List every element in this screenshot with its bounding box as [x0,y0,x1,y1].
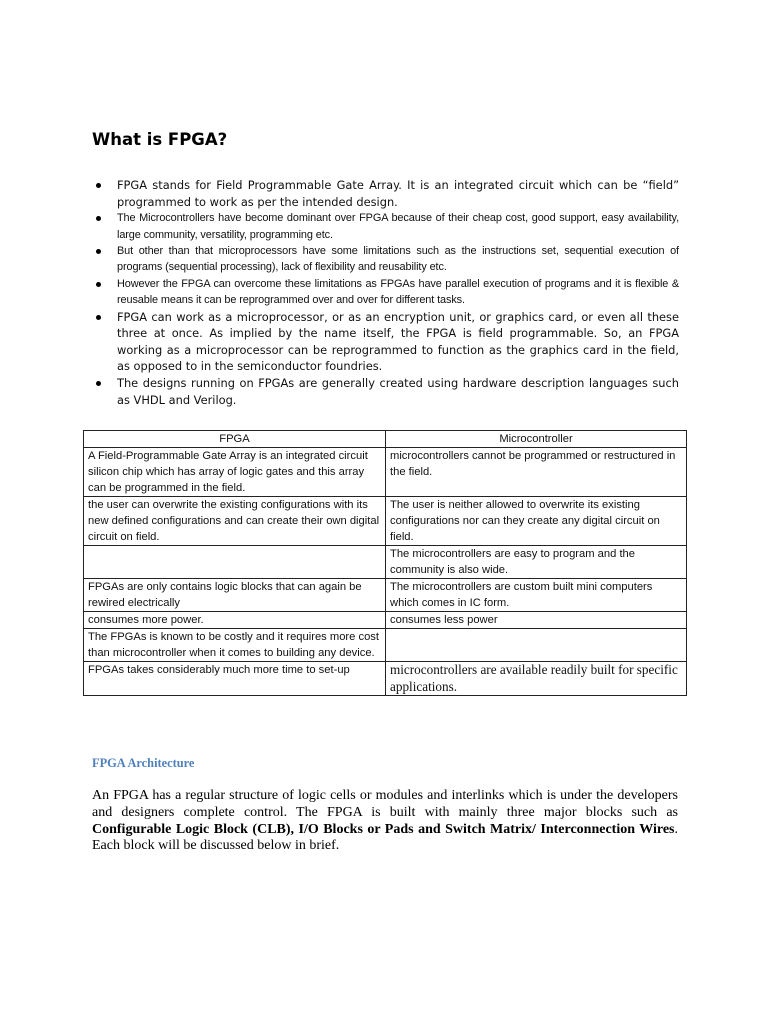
section-heading: FPGA Architecture [92,756,195,770]
bullet-dot-icon [96,183,101,188]
paragraph-text: An FPGA has a regular structure of logic cells or modules and interlinks which is under the developers and designers complete control. The FPGA is built with mainly three major blocks such as [92,788,678,820]
bullet-dot-icon [96,249,101,254]
table-row [84,612,687,629]
table-cell: A Field-Programmable Gate Array is an integrated circuit silicon chip which has array of logic gates and this array can be programmed in the field. [84,448,386,497]
bullet-text: But other than that microprocessors have some limitations such as the instructions set, sequential execution of programs (sequential processing), lack of flexibility and reusability etc. [117,245,679,274]
table-row [84,629,687,662]
table-cell: The microcontrollers are easy to program and the community is also wide. [386,546,687,579]
bullet-text: The designs running on FPGAs are generally created using hardware description languages such as VHDL and Verilog. [117,376,679,407]
table-cell: The FPGAs is known to be costly and it requires more cost than microcontroller when it comes to building any device. [84,629,386,662]
table-cell: The microcontrollers are custom built mini computers which comes in IC form. [386,579,687,612]
bullet-text: The Microcontrollers have become dominant over FPGA because of their cheap cost, good support, easy availability, large community, versatility, programming etc. [117,212,679,241]
bullet-text: FPGA stands for Field Programmable Gate Array. It is an integrated circuit which can be “field” programmed to work as per the intended design. [117,178,679,209]
bullet-item [94,276,679,309]
bullet-dot-icon [96,282,101,287]
table-cell: the user can overwrite the existing configurations with its new defined configurations and can create their own digital circuit on field. [84,497,386,546]
table-header-row [84,431,687,448]
bullet-list [94,177,679,408]
table-cell [84,546,386,579]
table-cell: microcontrollers cannot be programmed or restructured in the field. [386,448,687,497]
column-header-fpga: FPGA [84,431,386,448]
bullet-dot-icon [96,381,101,386]
bullet-item [94,309,679,375]
table-row [84,546,687,579]
column-header-microcontroller: Microcontroller [386,431,687,448]
bullet-dot-icon [96,216,101,221]
table-row [84,579,687,612]
paragraph-bold-text: Configurable Logic Block (CLB), I/O Blocks or Pads and Switch Matrix/ Interconnection Wires [92,821,675,837]
bullet-text: FPGA can work as a microprocessor, or as an encryption unit, or graphics card, or even all these three at once. As implied by the name itself, the FPGA is field programmable. So, an FPGA working as a microprocessor can be reprogrammed to function as the graphics card in the field, as opposed to in the semiconductor foundries. [117,309,679,374]
bullet-item [94,177,679,210]
table-row [84,497,687,546]
table-cell: consumes more power. [84,612,386,629]
bullet-item [94,210,679,243]
table-row [84,662,687,696]
bullet-item [94,375,679,408]
table-cell: consumes less power [386,612,687,629]
bullet-dot-icon [96,315,101,320]
bullet-text: However the FPGA can overcome these limitations as FPGAs have parallel execution of programs and it is flexible & reusable means it can be reprogrammed over and over for different tasks. [117,277,679,307]
table-cell: microcontrollers are available readily built for specific applications. [386,662,687,696]
page-title: What is FPGA? [92,130,228,149]
table-cell [386,629,687,662]
table-row [84,448,687,497]
table-cell: The user is neither allowed to overwrite its existing configurations nor can they create any digital circuit on field. [386,497,687,546]
table-cell: FPGAs takes considerably much more time to set-up [84,662,386,696]
table-cell: FPGAs are only contains logic blocks that can again be rewired electrically [84,579,386,612]
paragraph-text: . Each block will be discussed below in brief. [92,821,678,854]
comparison-table [83,430,687,696]
architecture-paragraph [92,788,678,855]
bullet-item [94,243,679,276]
